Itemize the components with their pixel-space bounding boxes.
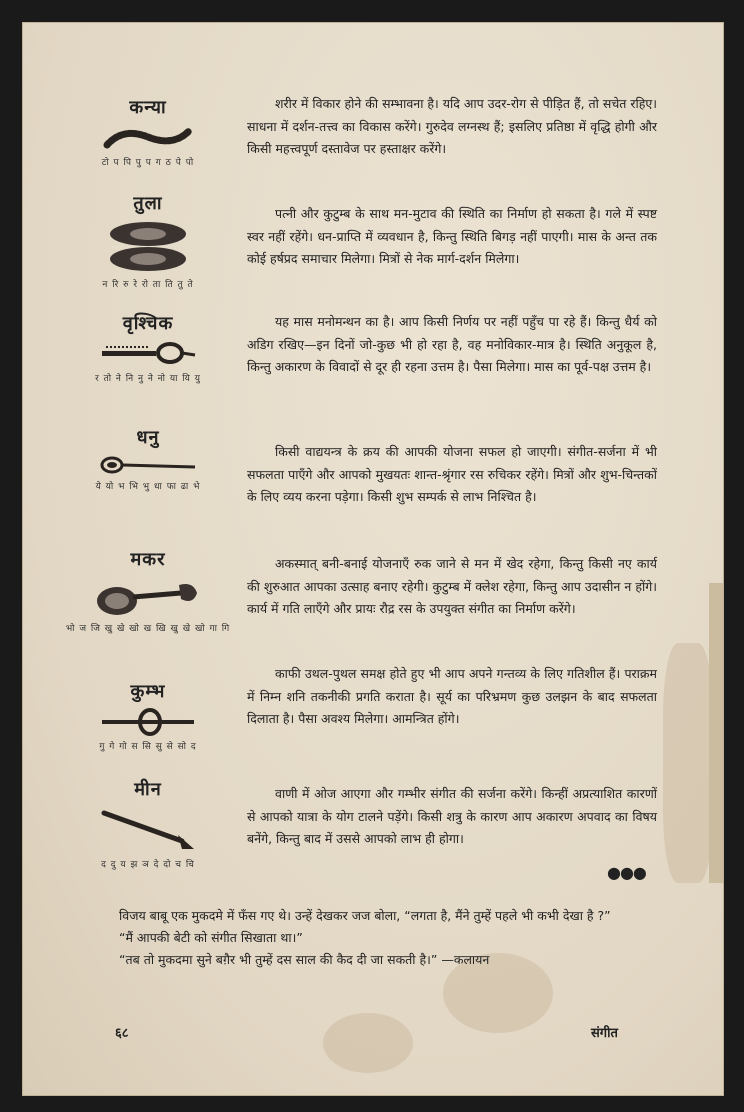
prediction-libra <box>247 203 657 271</box>
sign-scorpio <box>63 311 233 384</box>
joke-line: “तब तो मुकदमा सुने बग़ैर भी तुम्हें दस साल की कैद दी जा सकती है।” —कलायन <box>119 952 490 967</box>
prediction-text: किसी वाद्ययन्त्र के क्रय की आपकी योजना सफल हो जाएगी। संगीत-सर्जना में भी सफलता पाएँगे और आपको मुखयतः शान्त-श्रृंगार रस रुचिकर रहेंगे। मित्रों और शुभ-चिन्तकों के लिए व्यय करना पड़ेगा। किसी शुभ सम्पर्क से लाभ निश्चित है। <box>247 444 657 504</box>
sign-name: धनु <box>136 427 160 448</box>
spoon-instrument-icon <box>98 453 198 477</box>
prediction-text: अकस्मात् बनी-बनाई योजनाएँ रुक जाने से मन में खेद रहेगा, किन्तु किसी नए कार्य की शुरुआत आपका उत्साह बनाए रहेगी। कुटुम्ब में क्लेश रहेगा, किन्तु आप उदासीन न होंगे। कार्य में गति लाएँगे और प्रायः रौद्र रस के उपयुक्त संगीत का निर्माण करेंगे। <box>247 556 657 616</box>
end-mark: ●●● <box>607 863 646 882</box>
prediction-text: यह मास मनोमन्थन का है। आप किसी निर्णय पर नहीं पहुँच पा रहे हैं। किन्तु धैर्य को अडिग रखिए—इन दिनों जो-कुछ भी हो रहा है, वह मनोविकार-मात्र है। स्थिति अनुकूल है, किन्तु अकारण के विवादों से दूर ही रहना उत्तम है। पैसा मिलेगा। मास का पूर्व-पक्ष उत्तम है। <box>247 314 657 374</box>
prediction-text: काफी उथल-पुथल समक्ष होते हुए भी आप अपने गन्तव्य के लिए गतिशील हैं। पराक्रम में निम्न शनि तकनीकी प्रगति कराता है। सूर्य का परिभ्रमण कुछ उलझन के बाद सफलता दिलाता है। पैसा अवश्य मिलेगा। आमन्त्रित होंगे। <box>247 666 657 726</box>
sign-name: वृश्चिक <box>122 313 174 334</box>
sign-name: कुम्भ <box>130 681 166 702</box>
sign-sagittarius <box>63 425 233 492</box>
magazine-page <box>22 22 724 1096</box>
torn-edge <box>709 583 723 883</box>
instrument-cord-icon <box>103 123 193 153</box>
flute-instrument-icon <box>98 339 198 369</box>
edge-stain <box>663 643 713 883</box>
water-stain <box>323 1013 413 1073</box>
joke-line: “मैं आपकी बेटी को संगीत सिखाता था।” <box>119 930 303 945</box>
prediction-text: पत्नी और कुटुम्ब के साथ मन-मुटाव की स्थिति का निर्माण हो सकता है। गले में स्पष्ट स्वर नहीं रहेंगे। धन-प्राप्ति में व्यवधान है, किन्तु स्थिति बिगड़ नहीं पाएगी। मास के अन्त तक कोई हर्षप्रद समाचार मिलेगा। मित्रों से नेक मार्ग-दर्शन मिलेगा। <box>247 206 657 266</box>
prediction-text: शरीर में विकार होने की सम्भावना है। यदि आप उदर-रोग से पीड़ित हैं, तो सचेत रहिए। साधना में दर्शन-तत्त्व का विकास करेंगे। गुरुदेव लग्नस्थ हैं; इसलिए प्रतिष्ठा में वृद्धि होगी और किसी महत्त्वपूर्ण दस्तावेज पर हस्ताक्षर करेंगे। <box>247 96 658 156</box>
prediction-pisces <box>247 783 657 851</box>
sign-name: कन्या <box>129 97 167 118</box>
joke-box <box>103 905 663 971</box>
sign-letters: र तो ने नि नु ने नो या यि यु <box>95 374 201 384</box>
sign-letters: द दु य झ ञ दे दो च चि <box>101 860 195 870</box>
prediction-aquarius <box>247 663 657 731</box>
sign-pisces <box>63 777 233 870</box>
magazine-name: संगीत <box>591 1026 618 1041</box>
sign-aquarius <box>63 679 233 752</box>
sign-letters: गु गे गो स सि सु से सो द <box>99 742 197 752</box>
prediction-text: वाणी में ओज आएगा और गम्भीर संगीत की सर्जना करेंगे। किन्हीं अप्रत्याशित कारणों से आपको यात्रा के योग टालने पड़ेंगे। किसी शत्रु के कारण आप अकारण अपवाद का विषय बनेंगे, किन्तु बाद में उससे आपको लाभ ही होगा। <box>247 786 657 846</box>
prediction-sagittarius <box>247 441 657 509</box>
prediction-scorpio <box>247 311 657 379</box>
sign-capricorn <box>63 547 233 634</box>
bow-instrument-icon <box>98 707 198 737</box>
sign-libra <box>63 191 233 290</box>
veena-icon <box>93 575 203 619</box>
sign-virgo <box>63 95 233 168</box>
joke-line: विजय बाबू एक मुकदमे में फँस गए थे। उन्हें देखकर जज बोला, “लगता है, मैंने तुम्हें पहले भी कभी देखा है ?” <box>119 908 611 923</box>
page-number: ६८ <box>115 1026 129 1041</box>
sign-letters: भो ज जि खु खे खो ख खि खु खे खो गा गि <box>65 624 231 634</box>
prediction-virgo <box>247 93 657 161</box>
sign-name: मकर <box>130 549 166 570</box>
sign-name: तुला <box>133 193 163 214</box>
sign-letters: ये यो भ भि भु धा फा ढा भे <box>95 482 201 492</box>
sign-letters: टो प पि पु प ग ठ पे पो <box>101 158 195 168</box>
sign-name: मीन <box>134 779 162 800</box>
sign-letters: न रि रु रे रो ता ति तु ते <box>102 280 194 290</box>
prediction-capricorn <box>247 553 657 621</box>
shehnai-icon <box>98 805 198 855</box>
tabla-drum-icon <box>103 219 193 275</box>
